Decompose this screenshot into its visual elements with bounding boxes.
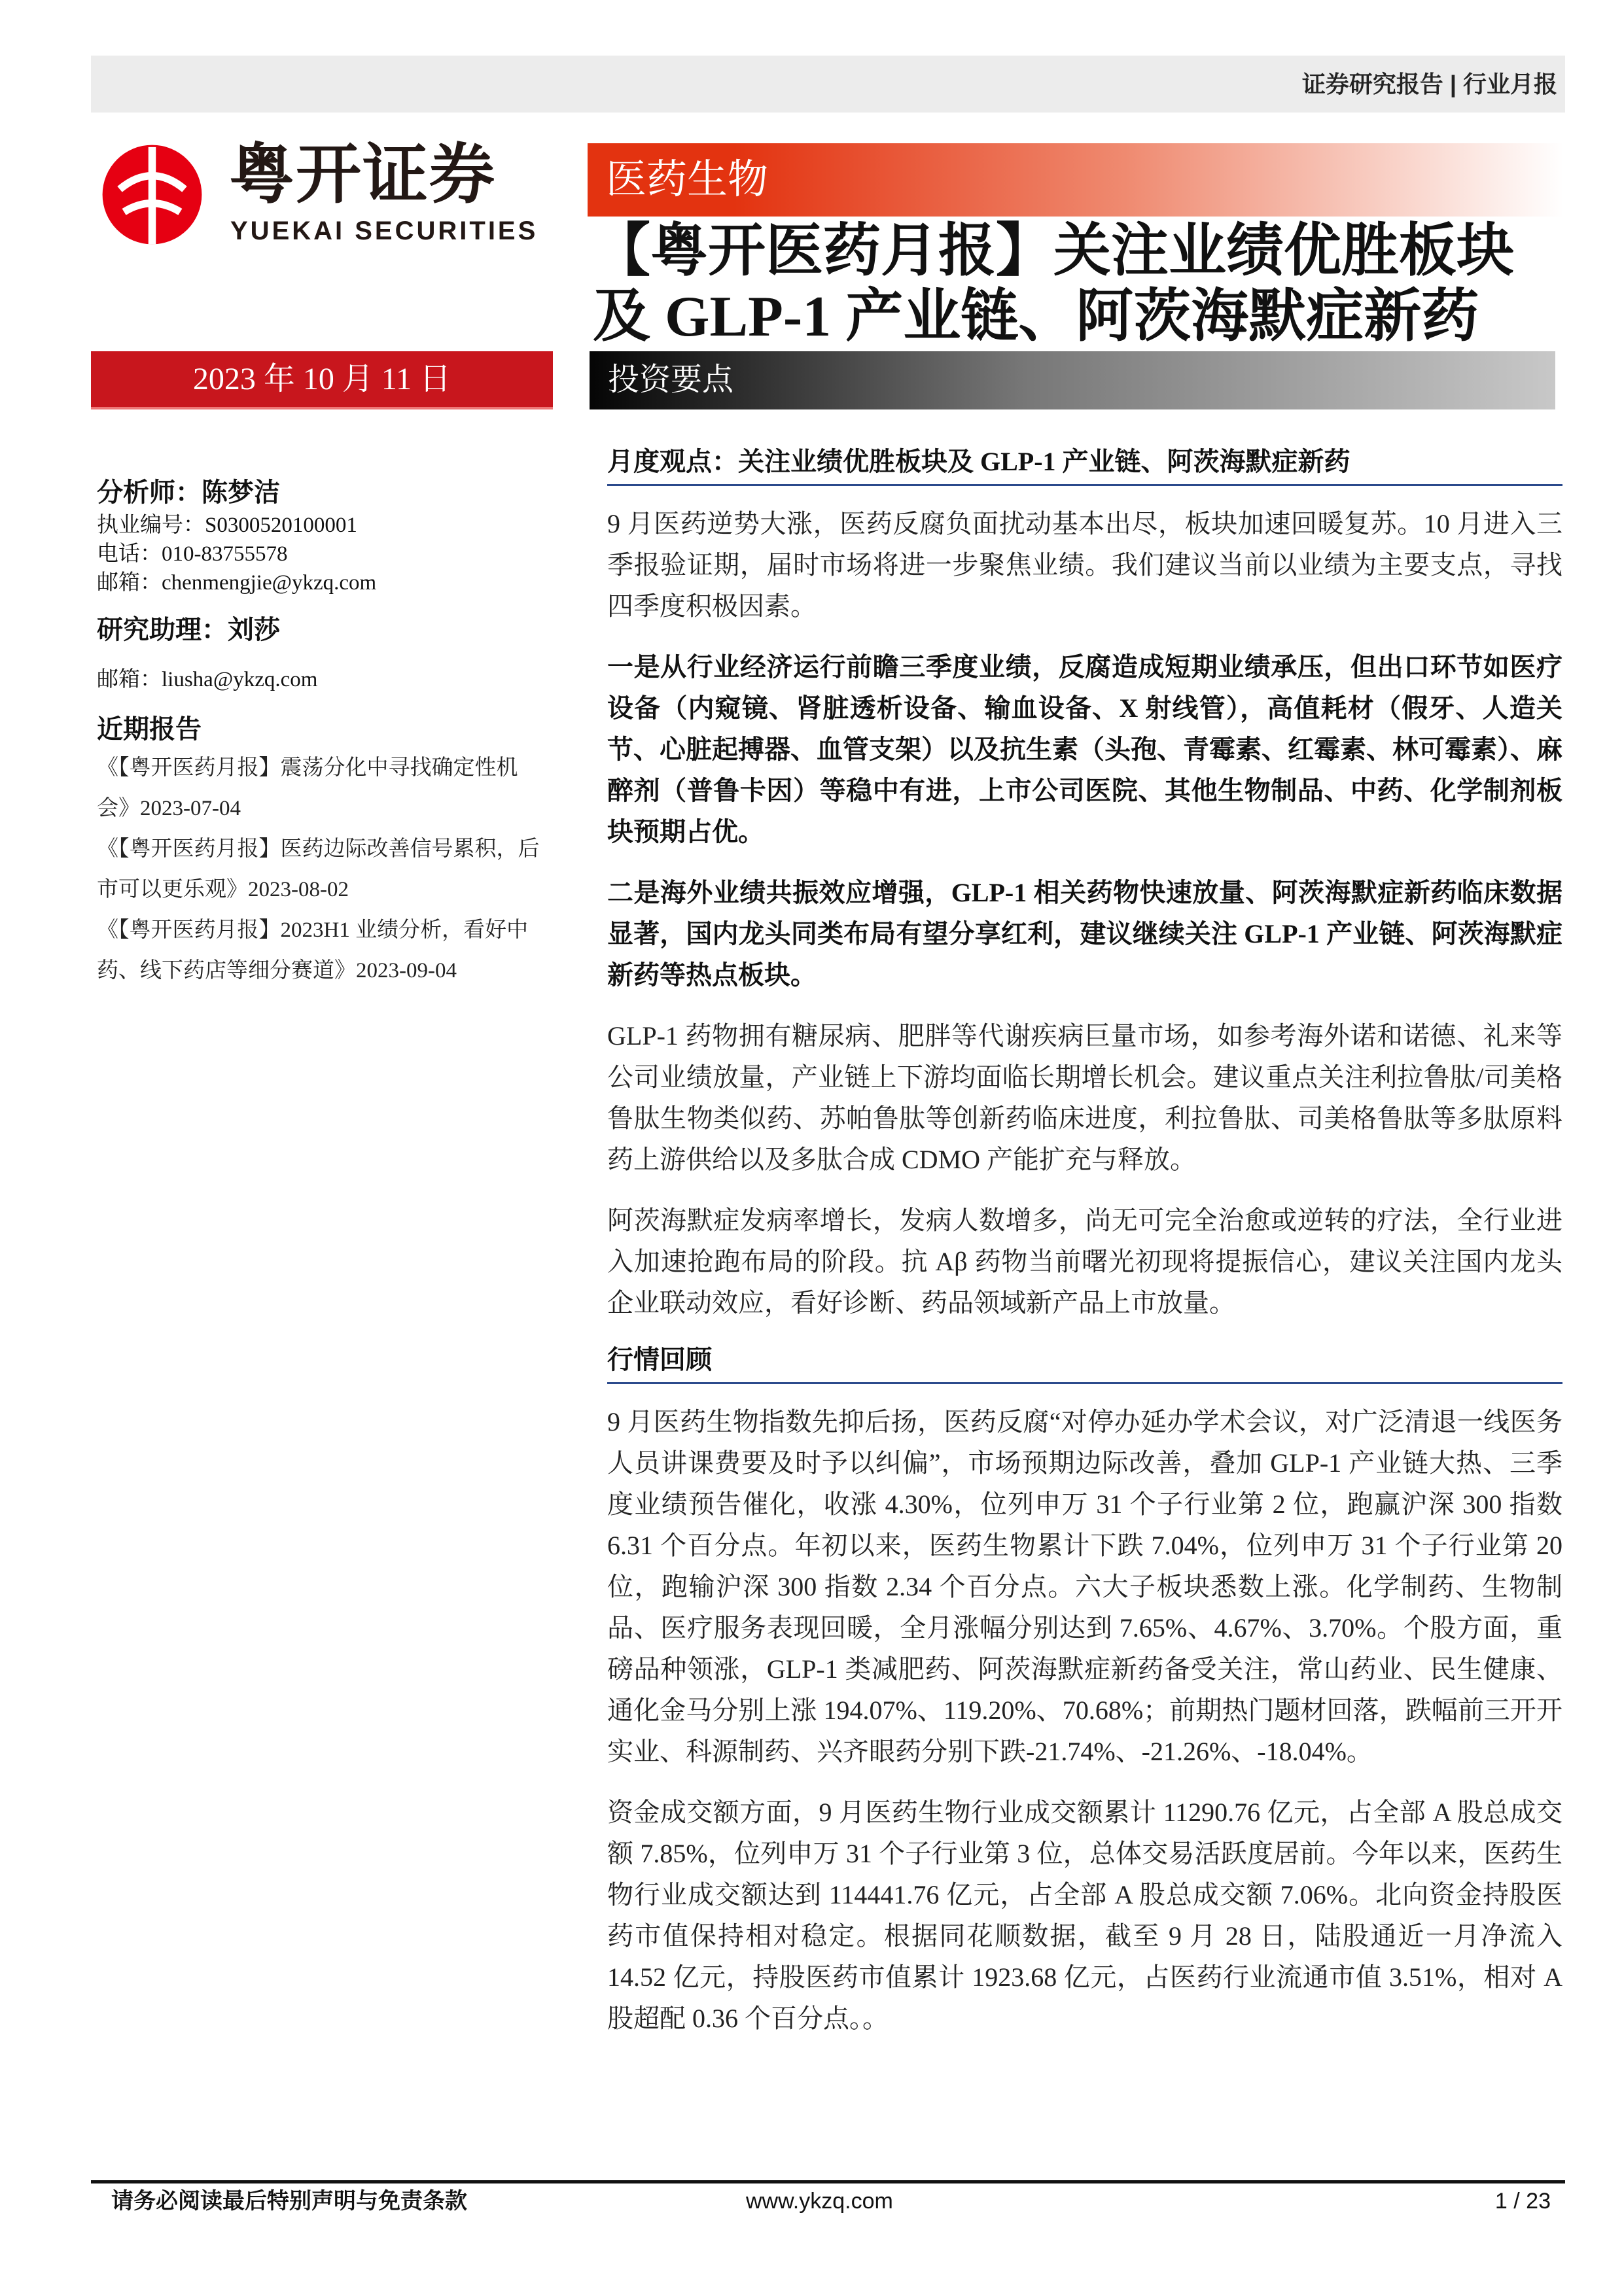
footer-site[interactable]: www.ykzq.com	[746, 2189, 893, 2214]
recent-report-link[interactable]: 《【粤开医药月报】医药边际改善信号累积，后市可以更乐观》2023-08-02	[97, 837, 540, 901]
paragraph: 阿茨海默症发病率增长，发病人数增多，尚无可完全治愈或逆转的疗法，全行业进入加速抢跑布局的阶段。抗 Aβ 药物当前曙光初现将提振信心，建议关注国内龙头企业联动效应，看好诊断、药品领域新产品上市放量。	[607, 1206, 1562, 1317]
assistant-email: 邮箱：liusha@ykzq.com	[97, 668, 318, 691]
recent-report-link[interactable]: 《【粤开医药月报】震荡分化中寻找确定性机会》2023-07-04	[97, 756, 518, 820]
main-content	[607, 445, 1562, 2059]
analyst-email: 邮箱：chenmengjie@ykzq.com	[97, 571, 377, 595]
key-points-label: 投资要点	[608, 362, 734, 397]
paragraph: 9 月医药逆势大涨，医药反腐负面扰动基本出尽，板块加速回暖复苏。10 月进入三季报验证期，届时市场将进一步聚焦业绩。我们建议当前以业绩为主要支点，寻找四季度积极因素。	[607, 509, 1562, 621]
footer-disclaimer: 请务必阅读最后特别声明与免责条款	[111, 2189, 467, 2214]
paragraph: 9 月医药生物指数先抑后扬，医药反腐“对停办延办学术会议，对广泛清退一线医务人员讲课费要及时予以纠偏”，市场预期边际改善，叠加 GLP-1 产业链大热、三季度业绩预告催化，收涨 4.30%，位列申万 31 个子行业第 2 位，跑赢沪深 300 指数 6.31 个百分点。年初以来，医药生物累计下跌 7.04%，位列申万 31 个子行业第 20 位，跑输沪深 300 指数 2.34 个百分点。六大子板块悉数上涨。化学制药、生物制品、医疗服务表现回暖，全月涨幅分别达到 7.65%、4.67%、3.70%。个股方面，重磅品种领涨，GLP-1 类减肥药、阿茨海默症新药备受关注，常山药业、民生健康、通化金马分别上涨 194.07%、119.20%、70.68%；前期热门题材回落，跌幅前三开开实业、科源制药、兴齐眼药分别下跌-21.74%、-21.26%、-18.04%。	[607, 1407, 1562, 1766]
section-heading: 行情回顾	[607, 1343, 1562, 1384]
sidebar	[97, 474, 548, 991]
logo-en: YUEKAI SECURITIES	[230, 217, 538, 245]
report-date: 2023 年 10 月 11 日	[192, 362, 451, 396]
paragraph: 一是从行业经济运行前瞻三季度业绩，反腐造成短期业绩承压，但出口环节如医疗设备（内窥镜、肾脏透析设备、输血设备、X 射线管），高值耗材（假牙、人造关节、心脏起搏器、血管支架）以及抗生素（头孢、青霉素、红霉素、林可霉素）、麻醉剂（普鲁卡因）等稳中有进，上市公司医院、其他生物制品、中药、化学制剂板块预期占优。	[607, 652, 1562, 846]
section-heading: 月度观点：关注业绩优胜板块及 GLP-1 产业链、阿茨海默症新药	[607, 445, 1562, 486]
logo-cn: 粤开证券	[229, 138, 496, 211]
sector-banner	[588, 143, 1564, 217]
key-points-bar	[590, 351, 1555, 409]
paragraph: 资金成交额方面，9 月医药生物行业成交额累计 11290.76 亿元，占全部 A 股总成交额 7.85%，位列申万 31 个子行业第 3 位，总体交易活跃度居前。今年以来，医药生物行业成交额达到 114441.76 亿元，占全部 A 股总成交额 7.06%。北向资金持股医药市值保持相对稳定。根据同花顺数据，截至 9 月 28 日，陆股通近一月净流入 14.52 亿元，持股医药市值累计 1923.68 亿元，占医药行业流通市值 3.51%，相对 A 股超配 0.36 个百分点。。	[607, 1798, 1562, 2033]
sector-label: 医药生物	[606, 157, 769, 202]
analyst-name: 分析师：陈梦洁	[97, 478, 280, 507]
footer	[111, 2188, 1551, 2217]
paragraph: 二是海外业绩共振效应增强，GLP-1 相关药物快速放量、阿茨海默症新药临床数据显著，国内龙头同类布局有望分享红利，建议继续关注 GLP-1 产业链、阿茨海默症新药等热点板块。	[607, 878, 1562, 990]
recent-reports-heading: 近期报告	[97, 715, 202, 744]
recent-report-link[interactable]: 《【粤开医药月报】2023H1 业绩分析，看好中药、线下药店等细分赛道》2023-09-04	[97, 918, 529, 983]
report-title: 【粤开医药月报】关注业绩优胜板块及 GLP-1 产业链、阿茨海默症新药	[593, 220, 1515, 349]
doc-type: 证券研究报告 | 行业月报	[1301, 71, 1557, 97]
assistant-name: 研究助理：刘莎	[97, 616, 280, 644]
paragraph: GLP-1 药物拥有糖尿病、肥胖等代谢疾病巨量市场，如参考海外诺和诺德、礼来等公司业绩放量，产业链上下游均面临长期增长机会。建议重点关注利拉鲁肽/司美格鲁肽生物类似药、苏帕鲁肽等创新药临床进度，利拉鲁肽、司美格鲁肽等多肽原料药上游供给以及多肽合成 CDMO 产能扩充与释放。	[607, 1021, 1562, 1174]
footer-divider	[91, 2180, 1565, 2183]
logo	[98, 138, 550, 249]
date-box	[91, 351, 553, 409]
top-bar	[91, 56, 1565, 113]
analyst-phone: 电话：010-83755578	[97, 542, 288, 566]
analyst-license: 执业编号：S0300520100001	[97, 513, 357, 537]
page-number: 1 / 23	[1494, 2189, 1551, 2214]
logo-icon	[98, 141, 206, 249]
